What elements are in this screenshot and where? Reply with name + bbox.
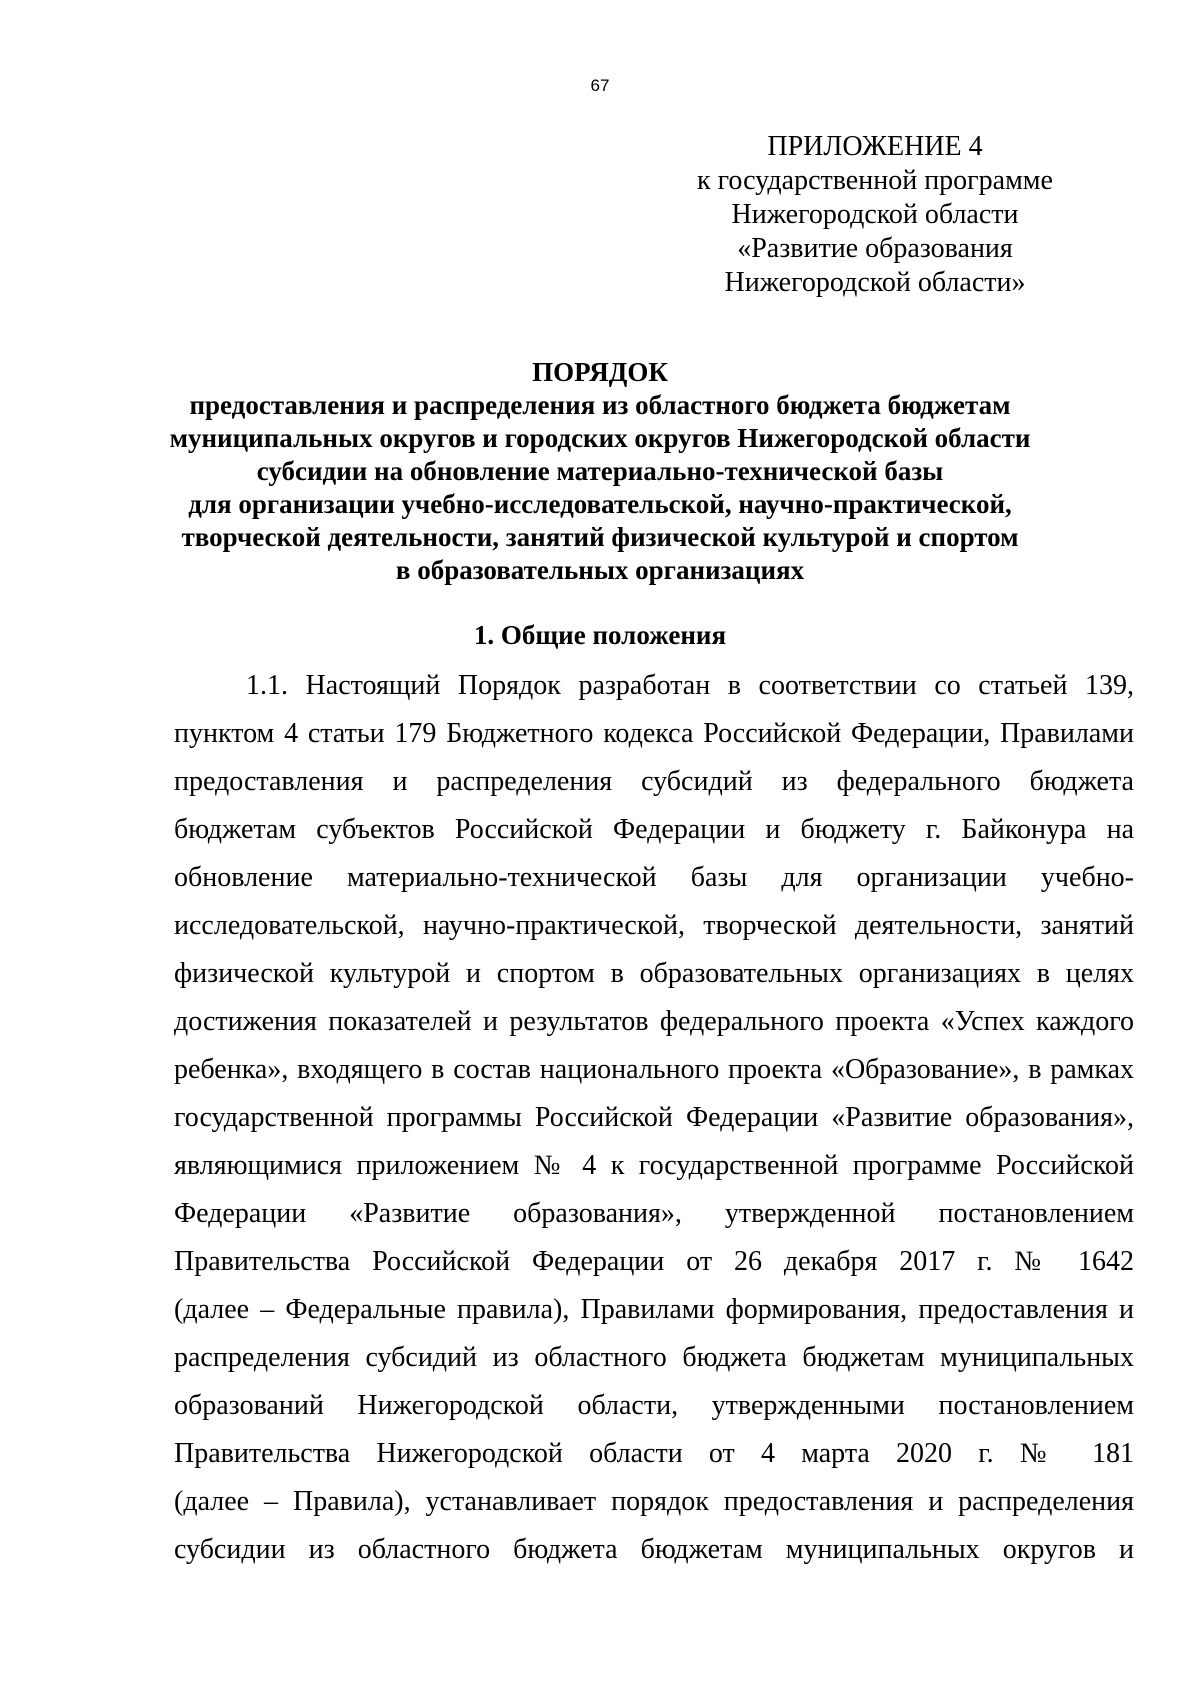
appendix-line: к государственной программе [697,165,1053,196]
paragraph-line: 1.1. Настоящий Порядок разработан в соответствии со статьей 139, [246,670,1134,701]
appendix-line: «Развитие образования [737,233,1013,264]
paragraph-line: достижения показателей и результатов федерального проекта «Успех каждого [174,1006,1134,1037]
paragraph-1-1 [174,662,1134,1574]
paragraph-line: Правительства Российской Федерации от 26 декабря 2017 г. № 1642 [174,1246,1134,1277]
paragraph-line: (далее – Правила), устанавливает порядок предоставления и распределения [174,1486,1134,1517]
appendix-line: ПРИЛОЖЕНИЕ 4 [767,131,983,162]
section-heading: 1. Общие положения [473,620,727,650]
paragraph-line: пунктом 4 статьи 179 Бюджетного кодекса Российской Федерации, Правилами [174,718,1134,749]
paragraph-line: бюджетам субъектов Российской Федерации и бюджету г. Байконура на [174,814,1134,845]
paragraph-line: Федерации «Развитие образования», утвержденной постановлением [174,1198,1134,1229]
title-line: для организации учебно-исследовательской, научно-практической, [188,489,1012,519]
paragraph-line: образований Нижегородской области, утвержденными постановлением [174,1390,1134,1421]
paragraph-line: распределения субсидий из областного бюджета бюджетам муниципальных [174,1342,1134,1373]
title-line: муниципальных округов и городских округов Нижегородской области [169,423,1031,453]
title-line: творческой деятельности, занятий физической культурой и спортом [181,522,1019,552]
appendix-line: Нижегородской области» [724,267,1026,298]
appendix-block [690,130,1060,300]
document-title [160,356,1040,587]
page-number: 67 [590,76,610,95]
paragraph-line: (далее – Федеральные правила), Правилами формирования, предоставления и [174,1294,1134,1325]
paragraph-line: физической культурой и спортом в образовательных организациях в целях [174,958,1134,989]
title-heading: ПОРЯДОК [532,357,668,387]
title-line: предоставления и распределения из областного бюджета бюджетам [189,390,1011,420]
paragraph-line: Правительства Нижегородской области от 4 марта 2020 г. № 181 [174,1438,1134,1469]
paragraph-line: субсидии из областного бюджета бюджетам муниципальных округов и [174,1534,1134,1565]
paragraph-line: исследовательской, научно-практической, творческой деятельности, занятий [174,910,1134,941]
paragraph-line: являющимися приложением № 4 к государственной программе Российской [174,1150,1134,1181]
title-line: субсидии на обновление материально-технической базы [256,456,944,486]
appendix-line: Нижегородской области [731,199,1019,230]
paragraph-line: предоставления и распределения субсидий из федерального бюджета [174,766,1134,797]
paragraph-line: государственной программы Российской Федерации «Развитие образования», [174,1102,1134,1133]
paragraph-line: ребенка», входящего в состав национального проекта «Образование», в рамках [174,1054,1134,1085]
title-line: в образовательных организациях [395,555,805,585]
paragraph-line: обновление материально-технической базы для организации учебно- [174,862,1134,893]
